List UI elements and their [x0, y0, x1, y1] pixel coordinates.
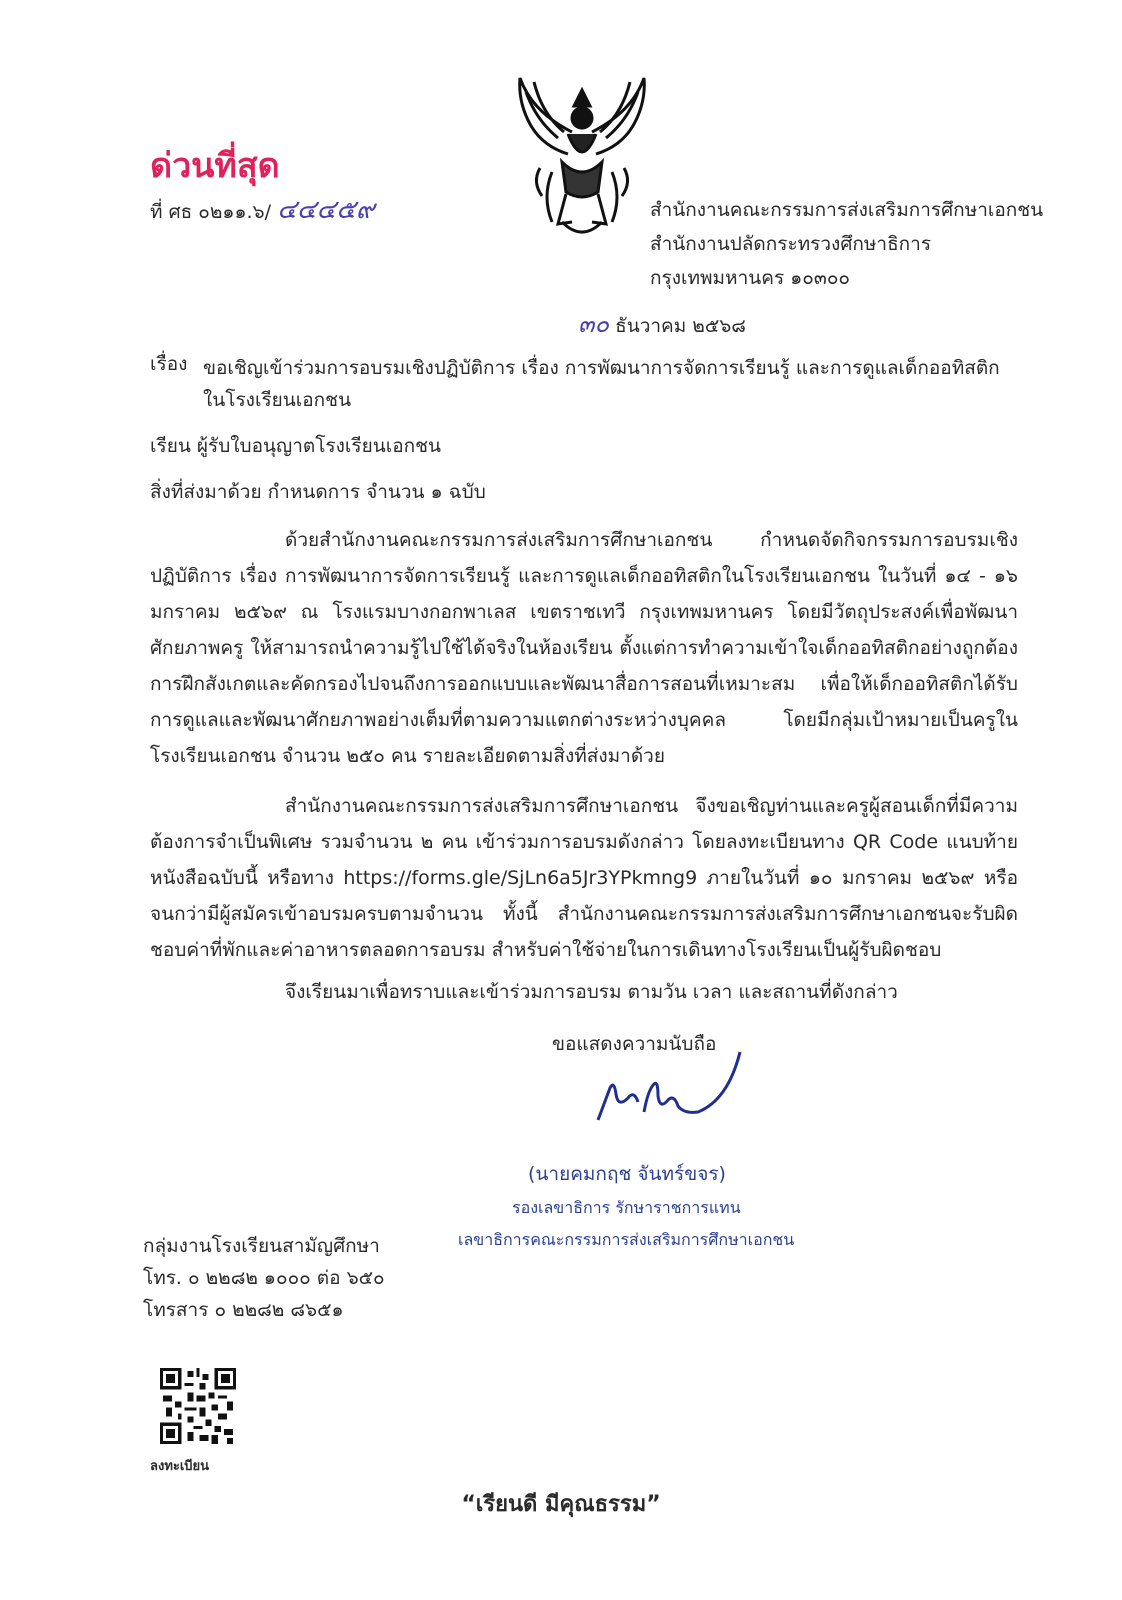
body-paragraph-3: จึงเรียนมาเพื่อทราบและเข้าร่วมการอบรม ตามวัน เวลา และสถานที่ดังกล่าว	[285, 981, 898, 1003]
garuda-emblem-icon	[512, 72, 652, 240]
subject-line-2: ในโรงเรียนเอกชน	[203, 389, 352, 411]
motto: “เรียนดี มีคุณธรรม”	[461, 1492, 661, 1517]
body-paragraph-2: สำนักงานคณะกรรมการส่งเสริมการศึกษาเอกชน จึงขอเชิญท่านและครูผู้สอนเด็กที่มีความต้องการจำเป็นพิเศษ รวมจำนวน ๒ คน เข้าร่วมการอบรมดังกล่าว โดยลงทะเบียนทาง QR Code แนบท้ายหนังสือฉบับนี้ หรือทาง https://forms.gle/SjLn6a5Jr3YPkmng9 ภายในวันที่ ๑๐ มกราคม ๒๕๖๙ หรือจนกว่ามีผู้สมัครเข้าอบรมครบตามจำนวน ทั้งนี้ สำนักงานคณะกรรมการส่งเสริมการศึกษาเอกชนจะรับผิดชอบค่าที่พักและค่าอาหารตลอดการอบรม สำหรับค่าใช้จ่ายในการเดินทางโรงเรียนเป็นผู้รับผิดชอบ	[150, 795, 1018, 961]
signature-icon	[588, 1050, 748, 1130]
subject-label: เรื่อง	[150, 353, 188, 375]
enclosure	[150, 480, 486, 504]
enclosure-label: สิ่งที่ส่งมาด้วย	[150, 481, 262, 503]
qr-code-icon[interactable]	[160, 1368, 236, 1444]
salutation-recipient: ผู้รับใบอนุญาตโรงเรียนเอกชน	[196, 435, 442, 457]
salutation	[150, 434, 441, 458]
office-line-1: สำนักงานคณะกรรมการส่งเสริมการศึกษาเอกชน	[650, 199, 1044, 221]
date-month-year: ธันวาคม ๒๕๖๘	[615, 315, 746, 337]
subject-line-1: ขอเชิญเข้าร่วมการอบรมเชิงปฏิบัติการ เรื่อง การพัฒนาการจัดการเรียนรู้ และการดูแลเด็กออทิสติก	[203, 357, 1000, 379]
body-paragraph-1: ด้วยสำนักงานคณะกรรมการส่งเสริมการศึกษาเอกชน กำหนดจัดกิจกรรมการอบรมเชิงปฏิบัติการ เรื่อง การพัฒนาการจัดการเรียนรู้ และการดูแลเด็กออทิสติกในโรงเรียนเอกชน ในวันที่ ๑๔ - ๑๖ มกราคม ๒๕๖๙ ณ โรงแรมบางกอกพาเลส เขตราชเทวี กรุงเทพมหานคร โดยมีวัตถุประสงค์เพื่อพัฒนาศักยภาพครู ให้สามารถนำความรู้ไปใช้ได้จริงในห้องเรียน ตั้งแต่การทำความเข้าใจเด็กออทิสติกอย่างถูกต้อง การฝึกสังเกตและคัดกรองไปจนถึงการออกแบบและพัฒนาสื่อการสอนที่เหมาะสม เพื่อให้เด็กออทิสติกได้รับการดูแลและพัฒนาศักยภาพอย่างเต็มที่ตามความแตกต่างระหว่างบุคคล โดยมีกลุ่มเป้าหมายเป็นครูในโรงเรียนเอกชน จำนวน ๒๕๐ คน รายละเอียดตามสิ่งที่ส่งมาด้วย	[150, 529, 1018, 767]
office-line-2: สำนักงานปลัดกระทรวงศึกษาธิการ	[650, 233, 932, 255]
signer-title-2: เลขาธิการคณะกรรมการส่งเสริมการศึกษาเอกชน	[458, 1230, 795, 1249]
urgency-stamp: ด่วนที่สุด	[150, 146, 280, 186]
salutation-label: เรียน	[150, 435, 191, 457]
qr-register-label: ลงทะเบียน	[150, 1459, 210, 1474]
contact-phone: โทร. ๐ ๒๒๘๒ ๑๐๐๐ ต่อ ๖๕๐	[143, 1267, 385, 1289]
signer-name: (นายคมกฤช จันทร์ขจร)	[528, 1163, 726, 1185]
date-day-handwritten: ๓๐	[578, 310, 610, 338]
contact-fax: โทรสาร ๐ ๒๒๘๒ ๘๖๕๑	[143, 1299, 344, 1321]
document-date	[578, 312, 746, 338]
signer-title-1: รองเลขาธิการ รักษาราชการแทน	[512, 1198, 741, 1217]
enclosure-value: กำหนดการ จำนวน ๑ ฉบับ	[267, 481, 486, 503]
office-line-3: กรุงเทพมหานคร ๑๐๓๐๐	[650, 267, 851, 289]
closing: ขอแสดงความนับถือ	[552, 1033, 717, 1055]
reference-handwritten: ๔๔๔๕๙	[277, 195, 375, 225]
reference-number	[150, 195, 375, 225]
reference-prefix: ที่ ศธ ๐๒๑๑.๖/	[150, 201, 272, 223]
contact-department: กลุ่มงานโรงเรียนสามัญศึกษา	[143, 1235, 380, 1257]
